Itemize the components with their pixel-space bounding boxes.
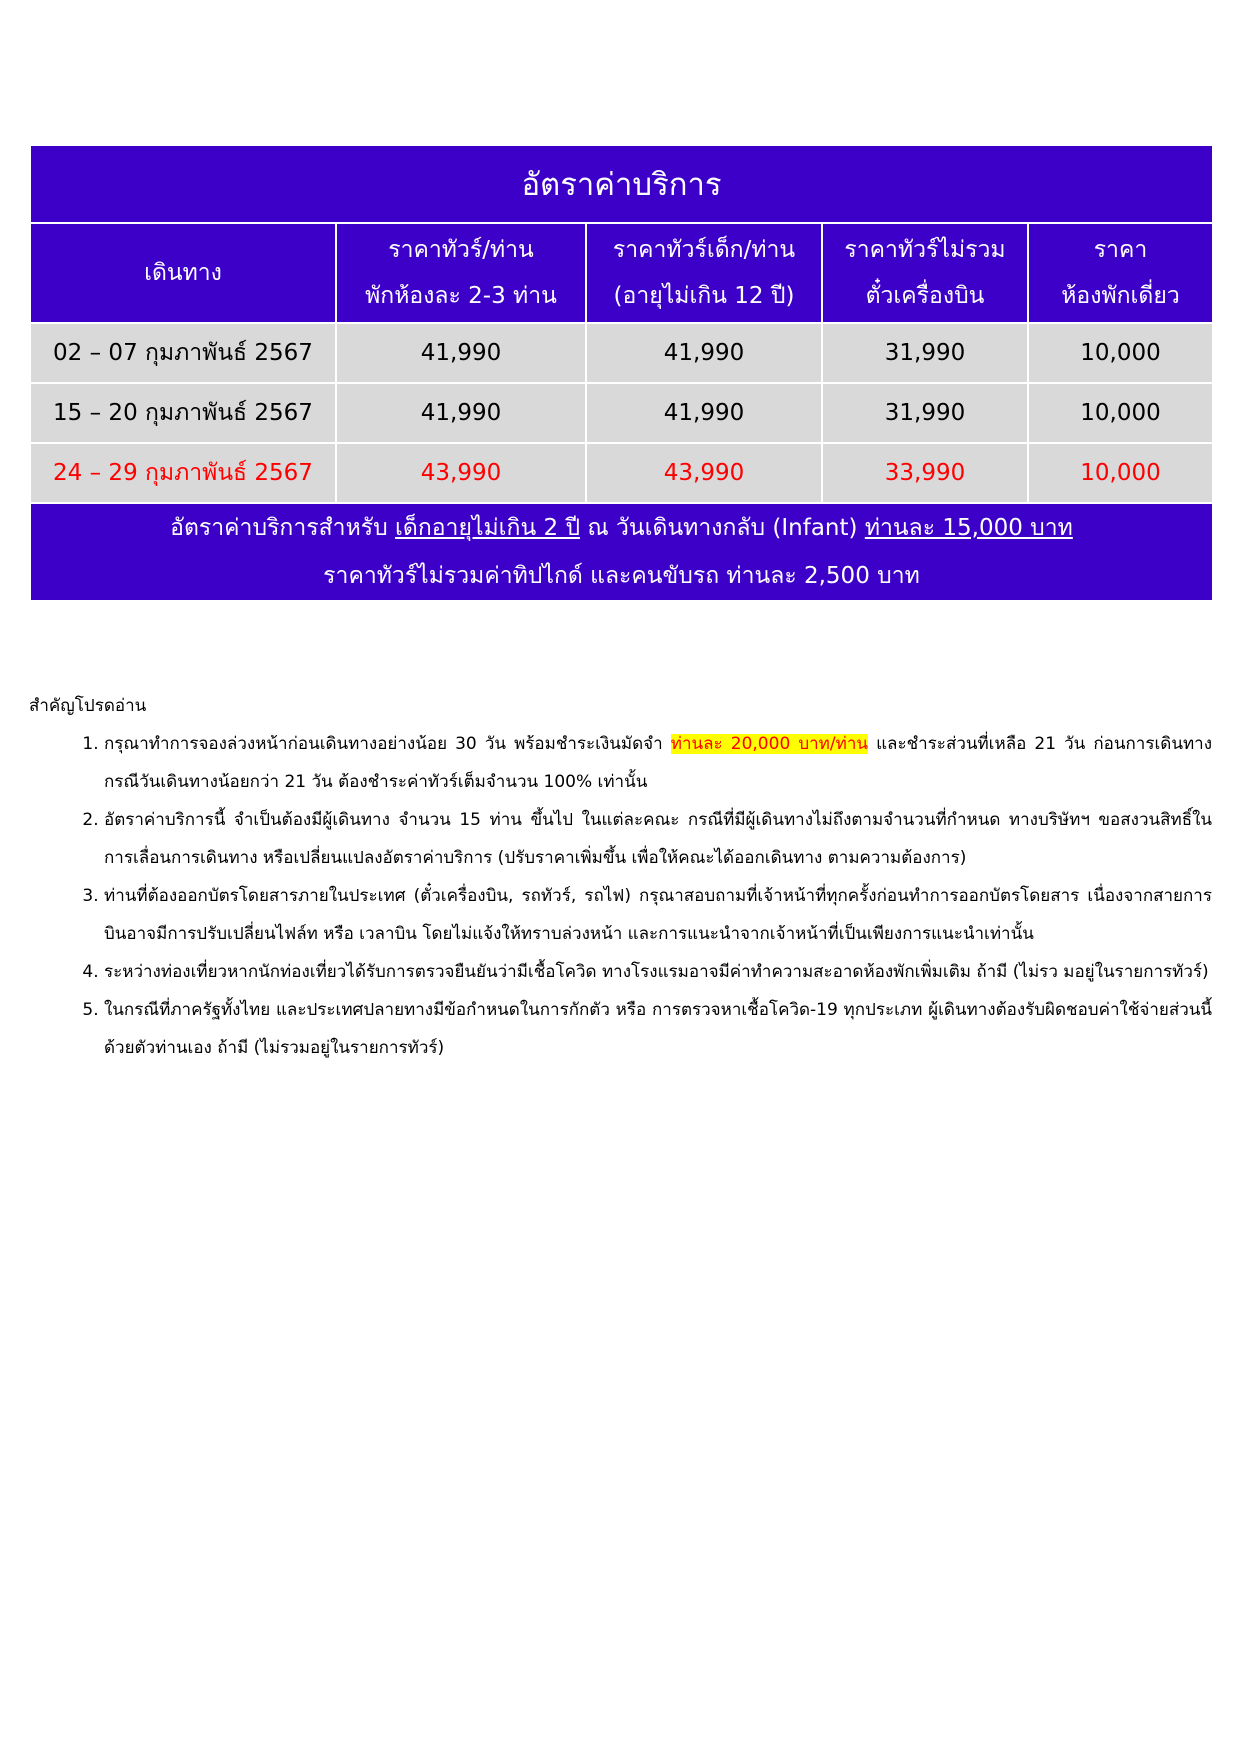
table-header-row <box>30 223 1213 323</box>
header-single-room <box>1028 223 1213 323</box>
table-row-highlighted <box>30 443 1213 503</box>
row-date: 02 – 07 กุมภาพันธ์ 2567 <box>30 323 336 383</box>
row-single-room-price: 10,000 <box>1028 443 1213 503</box>
note-item <box>104 725 1212 801</box>
row-child-price: 43,990 <box>586 443 822 503</box>
notes-list <box>29 725 1212 1067</box>
footer-tip-note: ราคาทัวร์ไม่รวมค่าทิปไกด์ และคนขับรถ ท่านละ 2,500 บาท <box>323 563 920 589</box>
row-date: 15 – 20 กุมภาพันธ์ 2567 <box>30 383 336 443</box>
header-child-line1: ราคาทัวร์เด็ก/ท่าน <box>612 237 796 263</box>
table-footer <box>30 503 1213 601</box>
table-row <box>30 323 1213 383</box>
header-single-line2: ห้องพักเดี่ยว <box>1061 283 1180 309</box>
footer-infant-middle: ณ วันเดินทางกลับ (Infant) <box>580 515 865 541</box>
note-item: 3. ท่านที่ต้องออกบัตรโดยสารภายในประเทศ (ตั๋วเครื่องบิน, รถทัวร์, รถไฟ) กรุณาสอบถามที่เจ้าหน้าที่ทุกครั้งก่อนทำการออกบัตรโดยสาร เนื่องจากสายการบินอาจมีการปรับเปลี่ยนไฟล์ท หรือ เวลาบิน โดยไม่แจ้งให้ทราบล่วงหน้า และการแนะนำจากเจ้าหน้าที่เป็นเพียงการแนะนำเท่านั้น <box>104 877 1212 953</box>
row-adult-price: 43,990 <box>336 443 586 503</box>
header-adult-line2: พักห้องละ 2-3 ท่าน <box>365 283 557 309</box>
note-item: 5. ในกรณีที่ภาครัฐทั้งไทย และประเทศปลายทางมีข้อกำหนดในการกักตัว หรือ การตรวจหาเชื้อโควิด-19 ทุกประเภท ผู้เดินทางต้องรับผิดชอบค่าใช้จ่ายส่วนนี้ด้วยตัวท่านเอง ถ้ามี (ไม่รวมอยู่ในรายการทัวร์) <box>104 991 1212 1067</box>
footer-infant-prefix: อัตราค่าบริการสำหรับ <box>170 515 396 541</box>
header-child-line2: (อายุไม่เกิน 12 ปี) <box>613 283 795 309</box>
row-child-price: 41,990 <box>586 383 822 443</box>
header-no-ticket-line1: ราคาทัวร์ไม่รวม <box>844 237 1006 263</box>
row-no-ticket-price: 31,990 <box>822 383 1028 443</box>
note-1-deposit-highlight: ท่านละ 20,000 บาท/ท่าน <box>670 734 868 754</box>
table-title-row <box>30 145 1213 223</box>
row-no-ticket-price: 33,990 <box>822 443 1028 503</box>
header-adult-price <box>336 223 586 323</box>
row-single-room-price: 10,000 <box>1028 383 1213 443</box>
note-item: 4. ระหว่างท่องเที่ยวหากนักท่องเที่ยวได้รับการตรวจยืนยันว่ามีเชื้อโควิด ทางโรงแรมอาจมีค่าทำความสะอาดห้องพักเพิ่มเติม ถ้ามี (ไม่รว มอยู่ในรายการทัวร์) <box>104 953 1212 991</box>
header-no-ticket-line2: ตั๋วเครื่องบิน <box>865 283 985 309</box>
header-adult-line1: ราคาทัวร์/ท่าน <box>388 237 534 263</box>
footer-infant-price: ท่านละ 15,000 บาท <box>864 515 1073 541</box>
row-adult-price: 41,990 <box>336 383 586 443</box>
footer-infant-age: เด็กอายุไม่เกิน 2 ปี <box>395 515 581 541</box>
note-1-text-b: และชำระส่วนที่เหลือ 21 วัน ก่อนการเดินทาง กรณีวันเดินทางน้อยกว่า 21 วัน ต้องชำระค่าทัวร์เต็มจำนวน 100% เท่านั้น <box>104 734 1213 792</box>
note-item: 2. อัตราค่าบริการนี้ จำเป็นต้องมีผู้เดินทาง จำนวน 15 ท่าน ขึ้นไป ในแต่ละคณะ กรณีที่มีผู้เดินทางไม่ถึงตามจำนวนที่กำหนด ทางบริษัทฯ ขอสงวนสิทธิ์ในการเลื่อนการเดินทาง หรือเปลี่ยนแปลงอัตราค่าบริการ (ปรับราคาเพิ่มขึ้น เพื่อให้คณะได้ออกเดินทาง ตามความต้องการ) <box>104 801 1212 877</box>
table-row <box>30 383 1213 443</box>
note-1-text-a: กรุณาทำการจองล่วงหน้าก่อนเดินทางอย่างน้อย 30 วัน พร้อมชำระเงินมัดจำ <box>104 734 671 754</box>
price-table <box>29 144 1214 602</box>
row-no-ticket-price: 31,990 <box>822 323 1028 383</box>
header-child-price <box>586 223 822 323</box>
row-date: 24 – 29 กุมภาพันธ์ 2567 <box>30 443 336 503</box>
row-adult-price: 41,990 <box>336 323 586 383</box>
row-single-room-price: 10,000 <box>1028 323 1213 383</box>
header-departure <box>30 223 336 323</box>
header-departure-label: เดินทาง <box>144 260 222 286</box>
notes-title: สำคัญโปรดอ่าน <box>29 696 147 716</box>
important-notes <box>29 687 1212 1067</box>
header-no-ticket-price <box>822 223 1028 323</box>
row-child-price: 41,990 <box>586 323 822 383</box>
header-single-line1: ราคา <box>1093 237 1148 263</box>
table-title: อัตราค่าบริการ <box>30 145 1213 223</box>
table-footer-row <box>30 503 1213 601</box>
